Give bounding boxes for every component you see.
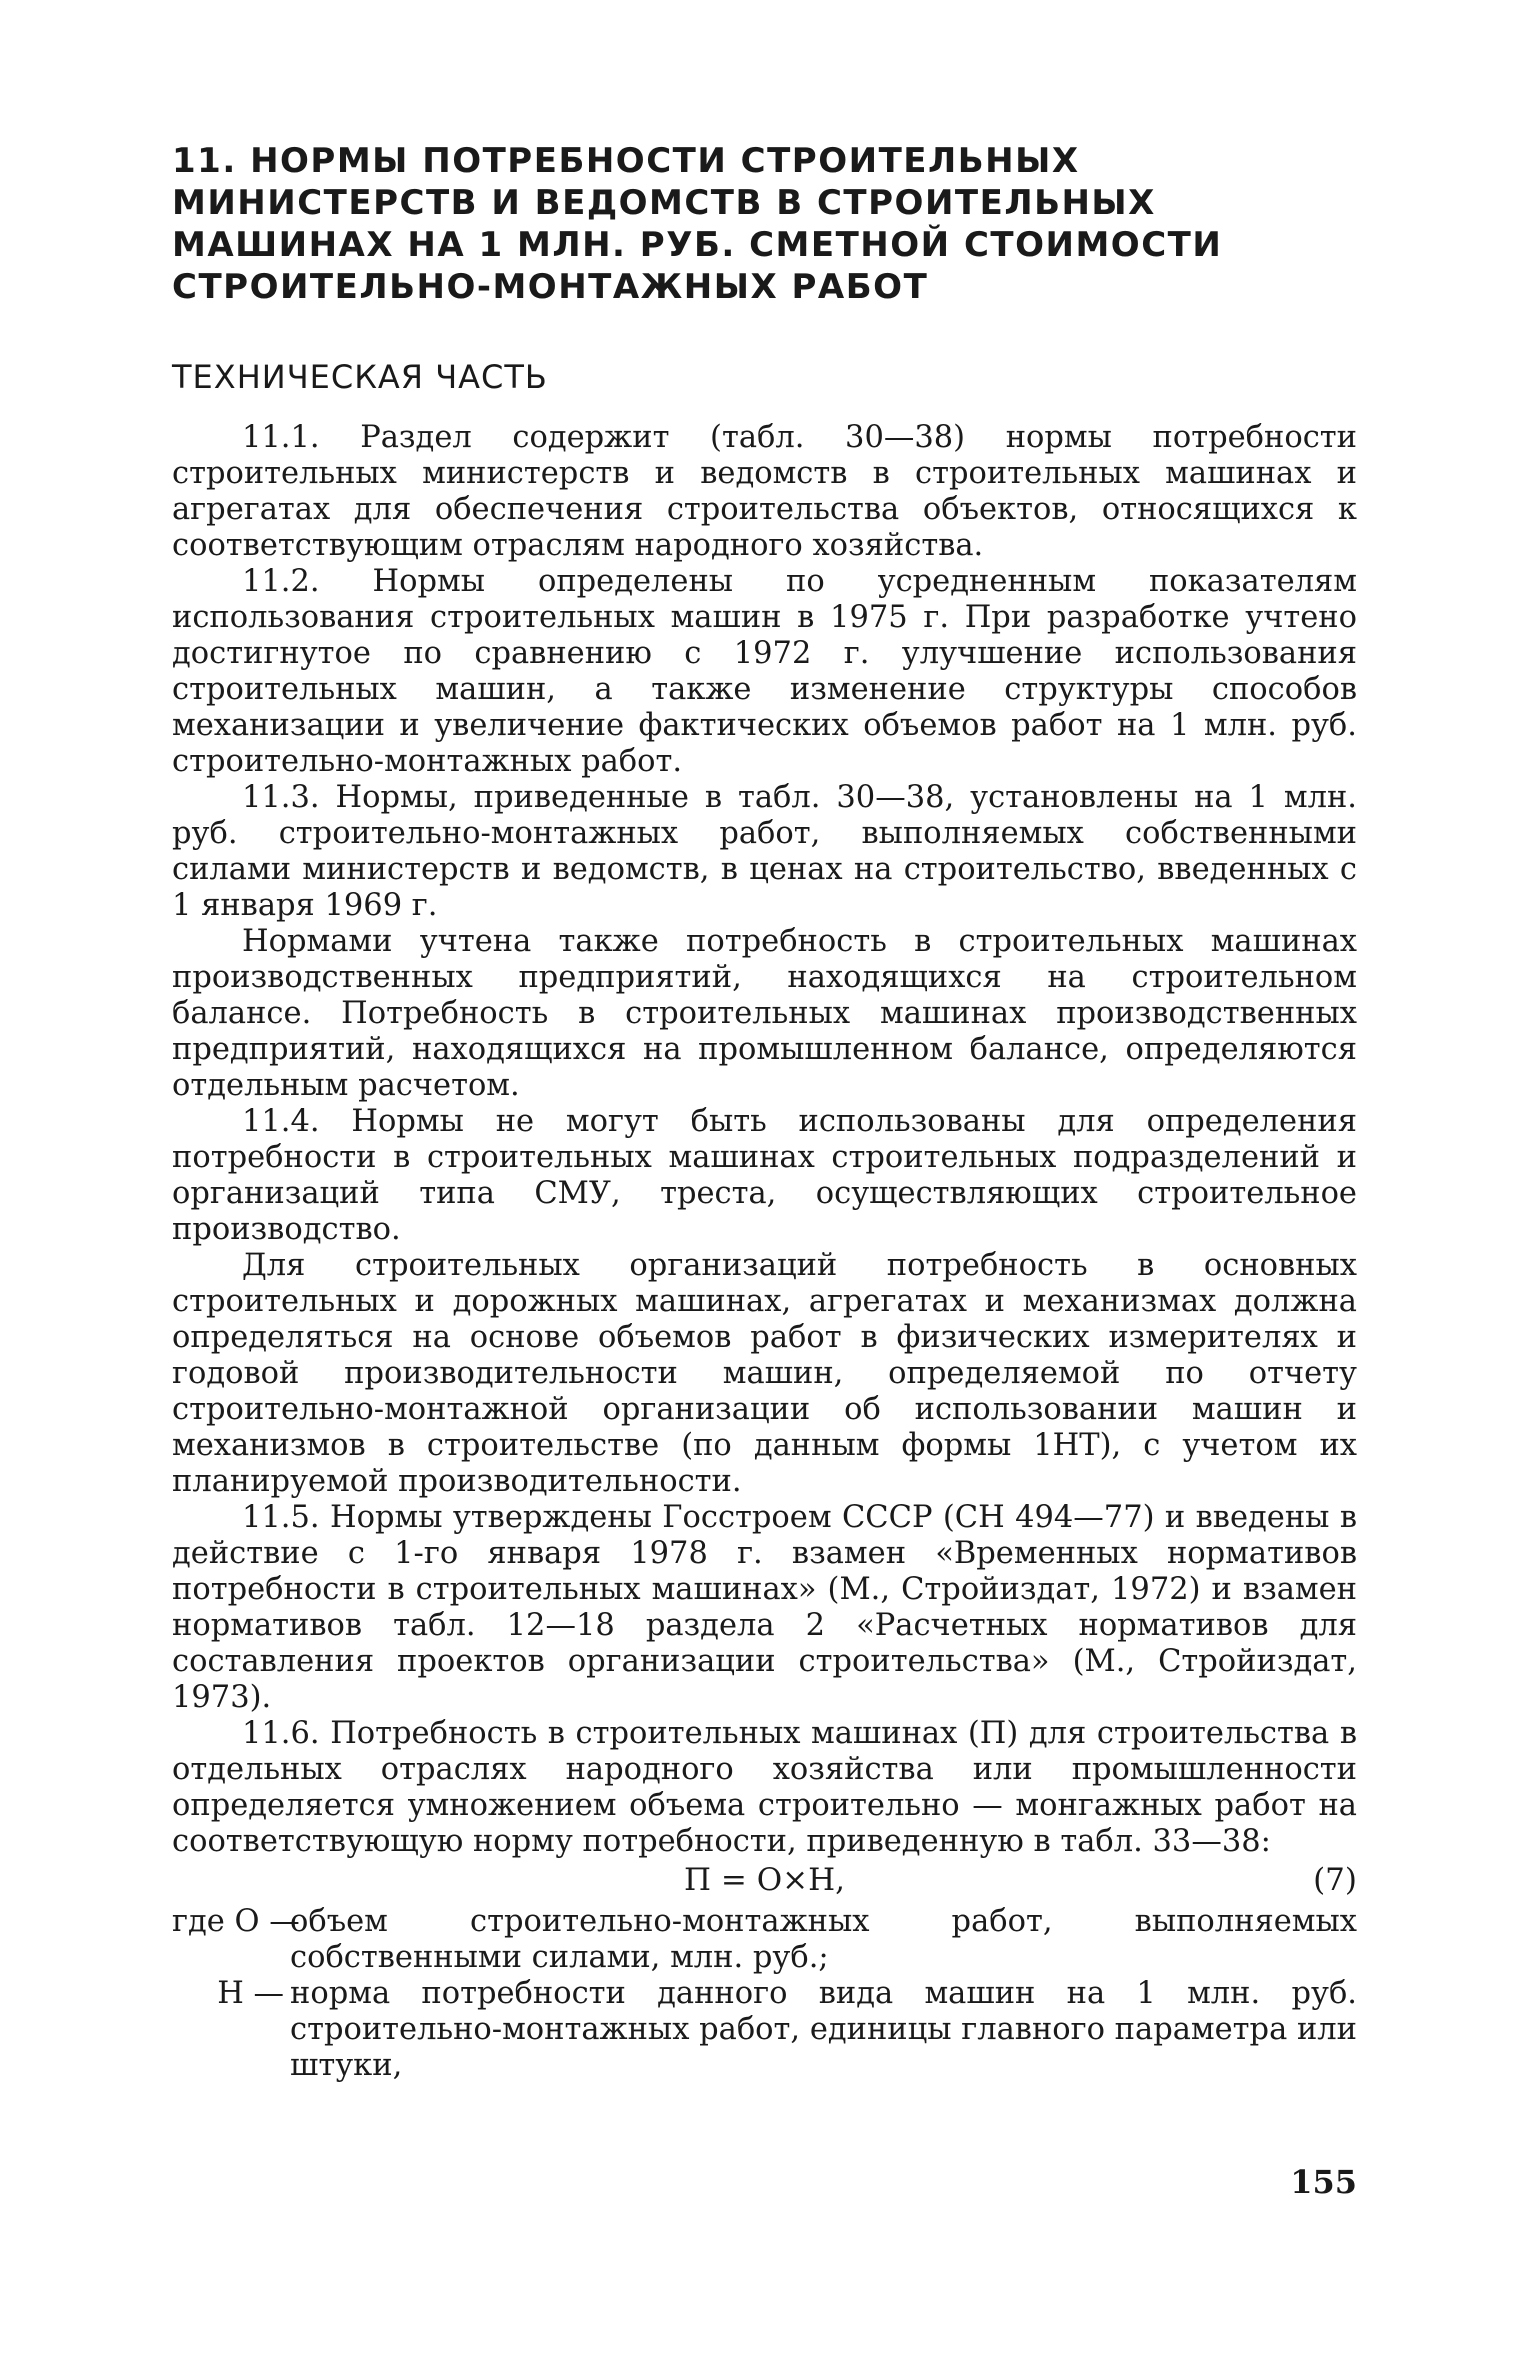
paragraph-11-3: 11.3. Нормы, приведенные в табл. 30—38, установлены на 1 млн. руб. строительно-монтажных работ, выполняемых собственными силами министерств и ведомств, в ценах на строительство, введенных с 1 января 1969 г. <box>172 780 1357 923</box>
page-number: 155 <box>1290 2163 1357 2201</box>
definition-o-text: объем строительно-монтажных работ, выполняемых собственными силами, млн. руб.; <box>290 1904 1357 1975</box>
definition-o <box>172 1904 1357 1976</box>
paragraph-11-2: 11.2. Нормы определены по усредненным показателям использования строительных машин в 1975 г. При разработке учтено достигнутое по сравнению с 1972 г. улучшение использования строительных машин, а также изменение структуры способов механизации и увеличение фактических объемов работ на 1 млн. руб. строительно-монтажных работ. <box>172 564 1357 779</box>
definition-n <box>172 1976 1357 2084</box>
definition-n-symbol: Н — <box>217 1976 284 2011</box>
formula-row <box>172 1860 1357 1904</box>
paragraph-11-5: 11.5. Нормы утверждены Госстроем СССР (СН 494—77) и введены в действие с 1-го января 1978 г. взамен «Временных нормативов потребности в строительных машинах» (М., Стройиздат, 1972) и взамен нормативов табл. 12—18 раздела 2 «Расчетных нормативов для составления проектов организации строительства» (М., Стройиздат, 1973). <box>172 1500 1357 1715</box>
paragraph-11-6: 11.6. Потребность в строительных машинах (П) для строительства в отдельных отраслях народного хозяйства или промышленности определяется умножением объема строительно — монгажных работ на соответствующую норму потребности, приведенную в табл. 33—38: <box>172 1716 1357 1859</box>
paragraph-11-4-note: Для строительных организаций потребность в основных строительных и дорожных машинах, агрегатах и механизмах должна определяться на основе объемов работ в физических измерителях и годовой производительности машин, определяемой по отчету строительно-монтажной организации об использовании машин и механизмов в строительстве (по данным формы 1НТ), с учетом их планируемой производительности. <box>172 1248 1357 1499</box>
document-page <box>172 140 1357 2084</box>
paragraph-11-4: 11.4. Нормы не могут быть использованы для определения потребности в строительных машинах строительных подразделений и организаций типа СМУ, треста, осуществляющих строительное производство. <box>172 1104 1357 1247</box>
section-subtitle: ТЕХНИЧЕСКАЯ ЧАСТЬ <box>172 358 548 396</box>
formula-number: (7) <box>1313 1862 1357 1898</box>
formula-expression: П = О×Н, <box>684 1862 845 1898</box>
paragraph-11-1: 11.1. Раздел содержит (табл. 30—38) нормы потребности строительных министерств и ведомств в строительных машинах и агрегатах для обеспечения строительства объектов, относящихся к соответствующим отраслям народного хозяйства. <box>172 420 1357 563</box>
definition-o-symbol: где О — <box>172 1904 300 1939</box>
definition-n-text: норма потребности данного вида машин на 1 млн. руб. строительно-монтажных работ, единицы главного параметра или штуки, <box>290 1976 1357 2083</box>
section-title: 11. НОРМЫ ПОТРЕБНОСТИ СТРОИТЕЛЬНЫХ МИНИСТЕРСТВ И ВЕДОМСТВ В СТРОИТЕЛЬНЫХ МАШИНАХ НА 1 МЛН. РУБ. СМЕТНОЙ СТОИМОСТИ СТРОИТЕЛЬНО-МОНТАЖНЫХ РАБОТ <box>172 141 1223 307</box>
paragraph-11-3-note: Нормами учтена также потребность в строительных машинах производственных предприятий, находящихся на строительном балансе. Потребность в строительных машинах производственных предприятий, находящихся на промышленном балансе, определяются отдельным расчетом. <box>172 924 1357 1103</box>
